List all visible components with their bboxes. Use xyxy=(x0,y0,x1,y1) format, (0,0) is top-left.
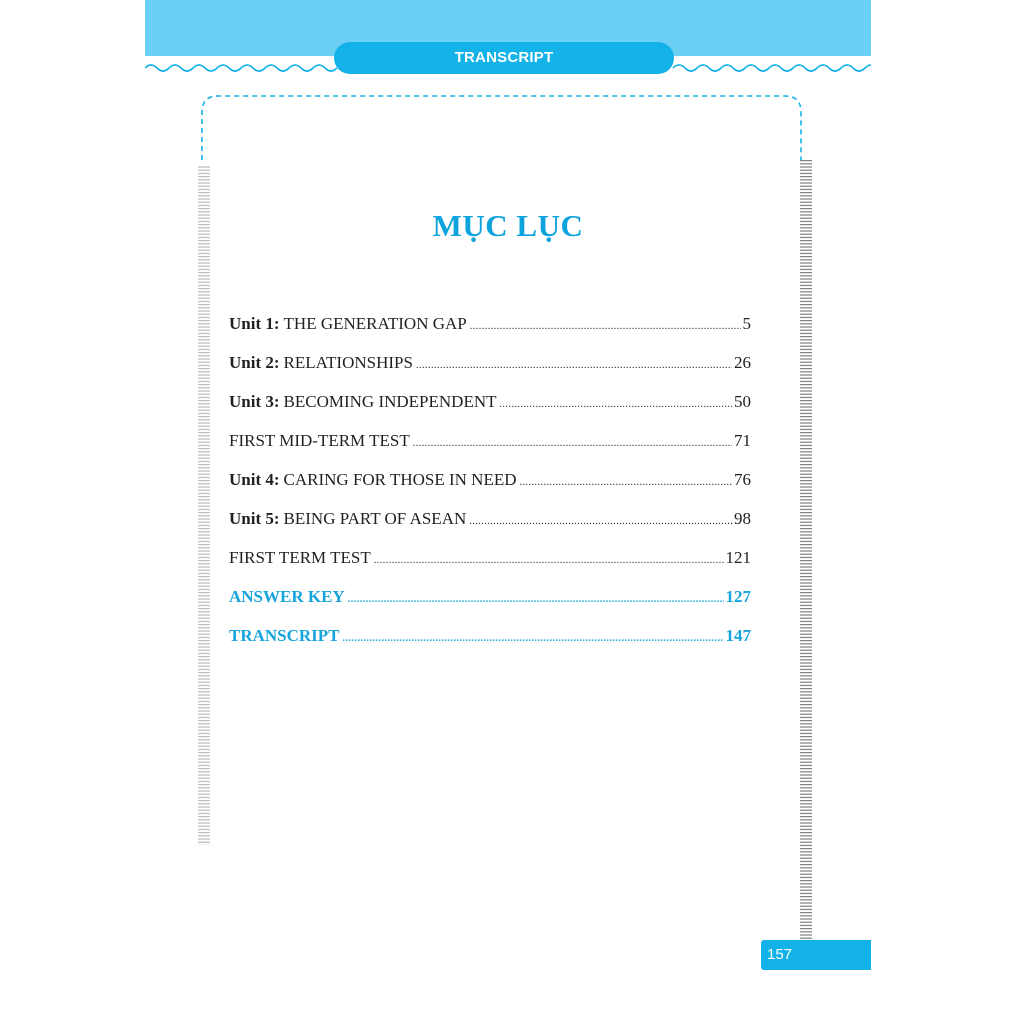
toc-unit-label: Unit 4: xyxy=(229,470,280,489)
toc-page-number: 98 xyxy=(734,509,751,528)
toc-unit-label: Unit 1: xyxy=(229,314,280,333)
dot-leader xyxy=(374,555,724,566)
toc-entry[interactable] xyxy=(229,626,751,665)
toc-entry[interactable] xyxy=(229,509,751,548)
toc-entry-title: CARING FOR THOSE IN NEED xyxy=(283,470,517,489)
toc-entry-title: TRANSCRIPT xyxy=(229,626,340,645)
toc-unit-label: Unit 5: xyxy=(229,509,280,528)
toc-entry[interactable] xyxy=(229,431,751,470)
toc-entry-title: BEING PART OF ASEAN xyxy=(283,509,467,528)
toc-page-number: 121 xyxy=(725,548,751,567)
toc-entry[interactable] xyxy=(229,470,751,509)
dot-leader xyxy=(470,321,741,332)
table-of-contents xyxy=(229,314,751,665)
dot-leader xyxy=(413,438,732,449)
dot-leader xyxy=(416,360,732,371)
toc-entry[interactable] xyxy=(229,392,751,431)
toc-entry[interactable] xyxy=(229,587,751,626)
header-label: TRANSCRIPT xyxy=(334,42,674,74)
toc-page-number: 5 xyxy=(742,314,751,333)
page-number: 157 xyxy=(761,940,871,970)
dot-leader xyxy=(500,399,733,410)
dot-leader xyxy=(343,633,724,644)
toc-page-number: 76 xyxy=(734,470,751,489)
toc-entry[interactable] xyxy=(229,548,751,587)
dot-leader xyxy=(469,516,732,527)
toc-page-number: 127 xyxy=(725,587,751,606)
toc-page-number: 50 xyxy=(734,392,751,411)
toc-entry-title: FIRST TERM TEST xyxy=(229,548,371,567)
toc-unit-label: Unit 2: xyxy=(229,353,280,372)
toc-entry[interactable] xyxy=(229,314,751,353)
toc-page-number: 147 xyxy=(725,626,751,645)
toc-unit-label: Unit 3: xyxy=(229,392,280,411)
toc-page-number: 26 xyxy=(734,353,751,372)
toc-entry-title: ANSWER KEY xyxy=(229,587,345,606)
page-title: MỤC LỤC xyxy=(432,208,584,243)
toc-entry-title: BECOMING INDEPENDENT xyxy=(283,392,497,411)
toc-entry-title: THE GENERATION GAP xyxy=(283,314,467,333)
toc-page-number: 71 xyxy=(734,431,751,450)
book-page xyxy=(145,0,871,1017)
toc-entry[interactable] xyxy=(229,353,751,392)
dot-leader xyxy=(520,477,732,488)
toc-entry-title: RELATIONSHIPS xyxy=(283,353,413,372)
dot-leader xyxy=(348,594,724,605)
toc-entry-title: FIRST MID-TERM TEST xyxy=(229,431,410,450)
